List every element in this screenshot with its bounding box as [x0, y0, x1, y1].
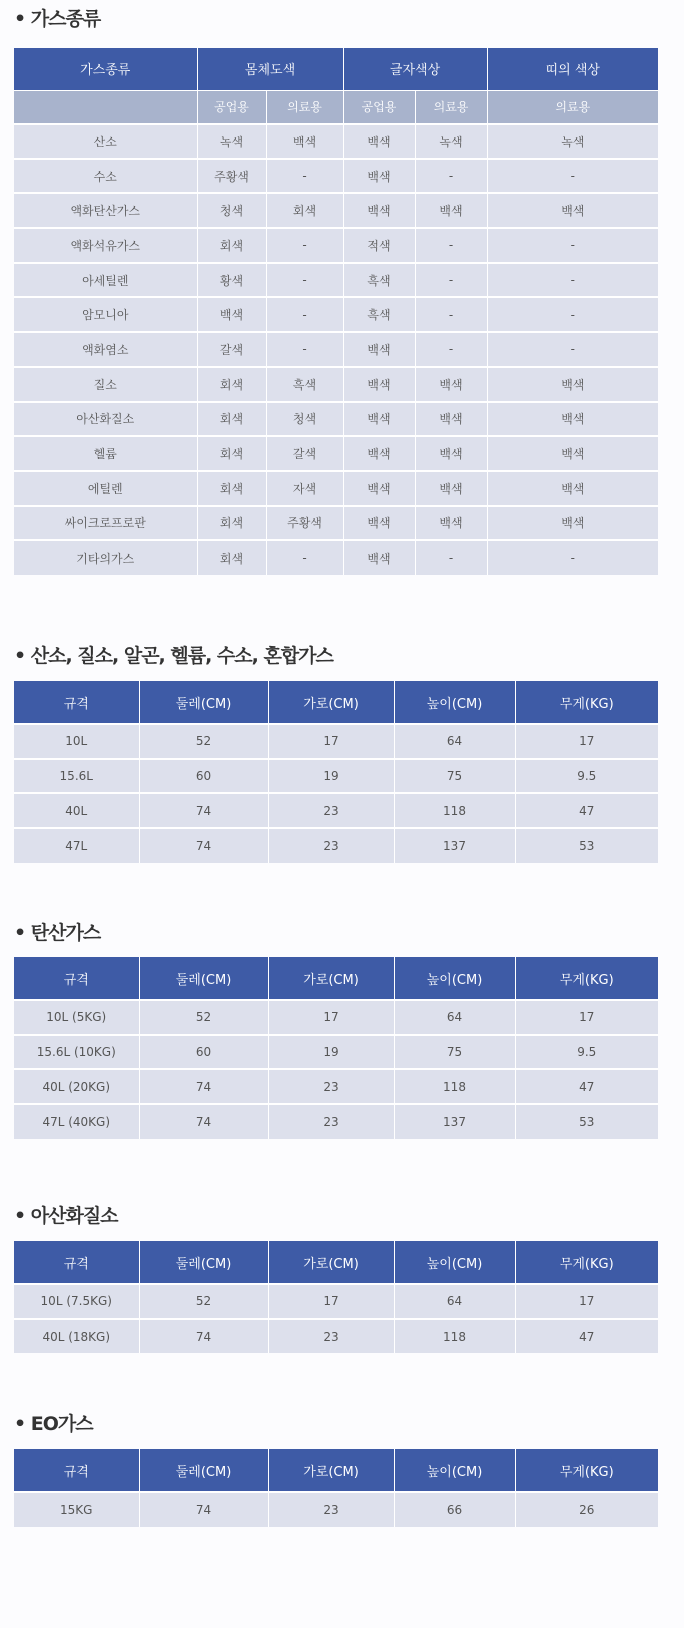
table-row: [14, 759, 658, 794]
column-header: 규격: [14, 957, 139, 1000]
column-header: 둘레(CM): [139, 681, 268, 724]
table-cell: 17: [268, 1284, 394, 1319]
table-cell: 74: [139, 1069, 268, 1104]
table-cell: -: [266, 159, 343, 194]
subheader-industrial: 공업용: [343, 90, 415, 124]
table-cell: 녹색: [197, 124, 266, 159]
table-cell: 23: [268, 1492, 394, 1527]
table-cell: 64: [394, 1284, 515, 1319]
table-cell: 회색: [266, 193, 343, 228]
table-row: [14, 332, 658, 367]
table-cell: 백색: [415, 471, 487, 506]
table-cell: 기타의가스: [14, 540, 197, 575]
table-row: [14, 471, 658, 506]
table-row: [14, 1104, 658, 1139]
table-cell: 백색: [487, 367, 658, 402]
table-row: [14, 828, 658, 863]
table-row: [14, 724, 658, 759]
table-cell: 아산화질소: [14, 402, 197, 437]
table-cell: 적색: [343, 228, 415, 263]
table-cell: 15.6L: [14, 759, 139, 794]
table-cell: -: [415, 228, 487, 263]
table-cell: 74: [139, 1319, 268, 1354]
table-header-row: [14, 1241, 658, 1284]
column-header: 무게(KG): [515, 957, 658, 1000]
table-cell: -: [266, 332, 343, 367]
table-cell: 17: [515, 1284, 658, 1319]
table-cell: 47L: [14, 828, 139, 863]
header-text-color: 글자색상: [343, 48, 487, 90]
table-cell: 17: [268, 1000, 394, 1035]
table-cell: 백색: [343, 506, 415, 541]
table-row: [14, 263, 658, 298]
table-cell: 황색: [197, 263, 266, 298]
column-header: 높이(CM): [394, 1241, 515, 1284]
table-cell: 75: [394, 1035, 515, 1070]
table-cell: 백색: [266, 124, 343, 159]
column-header: 높이(CM): [394, 1449, 515, 1492]
n2o-section: [14, 1203, 658, 1344]
table-row: [14, 402, 658, 437]
table-cell: 백색: [343, 124, 415, 159]
n2o-heading: • 아산화질소: [14, 1205, 118, 1227]
subheader-medical: 의료용: [266, 90, 343, 124]
table-cell: 백색: [487, 506, 658, 541]
table-cell: 아세틸렌: [14, 263, 197, 298]
table-cell: 74: [139, 1492, 268, 1527]
co2-heading: • 탄산가스: [14, 922, 101, 944]
table-cell: 137: [394, 1104, 515, 1139]
table-cell: 백색: [415, 436, 487, 471]
table-cell: 60: [139, 1035, 268, 1070]
table-cell: -: [487, 228, 658, 263]
table-row: [14, 1319, 658, 1354]
table-cell: 9.5: [515, 759, 658, 794]
table-cell: 40L: [14, 793, 139, 828]
table-cell: 17: [515, 724, 658, 759]
oxygen-heading: • 산소, 질소, 알곤, 헬륨, 수소, 혼합가스: [14, 645, 333, 667]
table-cell: 23: [268, 793, 394, 828]
table-row: [14, 436, 658, 471]
table-cell: 백색: [487, 471, 658, 506]
table-cell: 회색: [197, 402, 266, 437]
table-row: [14, 124, 658, 159]
column-header: 가로(CM): [268, 1241, 394, 1284]
table-row: [14, 506, 658, 541]
table-cell: -: [487, 332, 658, 367]
table-cell: 10L (7.5KG): [14, 1284, 139, 1319]
co2-section: [14, 920, 658, 1129]
table-cell: 백색: [343, 471, 415, 506]
table-cell: 녹색: [487, 124, 658, 159]
table-cell: 백색: [487, 193, 658, 228]
table-cell: 52: [139, 1000, 268, 1035]
table-cell: 23: [268, 828, 394, 863]
table-header-row: [14, 48, 658, 90]
table-cell: 암모니아: [14, 297, 197, 332]
table-cell: 회색: [197, 506, 266, 541]
table-cell: 액화염소: [14, 332, 197, 367]
table-cell: 녹색: [415, 124, 487, 159]
column-header: 규격: [14, 681, 139, 724]
table-cell: 백색: [197, 297, 266, 332]
subheader-medical: 의료용: [415, 90, 487, 124]
table-cell: 자색: [266, 471, 343, 506]
table-cell: 17: [268, 724, 394, 759]
table-cell: 싸이크로프로판: [14, 506, 197, 541]
table-cell: 백색: [487, 402, 658, 437]
table-cell: 액화탄산가스: [14, 193, 197, 228]
table-cell: 백색: [343, 159, 415, 194]
column-header: 가로(CM): [268, 957, 394, 1000]
table-cell: -: [487, 159, 658, 194]
table-cell: 흑색: [266, 367, 343, 402]
column-header: 높이(CM): [394, 957, 515, 1000]
oxygen-section: [14, 643, 658, 853]
gas-types-heading: • 가스종류: [14, 8, 101, 30]
table-row: [14, 159, 658, 194]
table-cell: 47L (40KG): [14, 1104, 139, 1139]
table-cell: 에틸렌: [14, 471, 197, 506]
header-gas: 가스종류: [14, 48, 197, 90]
table-cell: 백색: [343, 436, 415, 471]
subheader-medical: 의료용: [487, 90, 658, 124]
table-cell: 갈색: [266, 436, 343, 471]
table-row: [14, 540, 658, 575]
table-cell: 53: [515, 1104, 658, 1139]
table-cell: 26: [515, 1492, 658, 1527]
table-cell: 산소: [14, 124, 197, 159]
table-row: [14, 1000, 658, 1035]
table-cell: 60: [139, 759, 268, 794]
table-cell: 17: [515, 1000, 658, 1035]
table-cell: 회색: [197, 540, 266, 575]
table-cell: 갈색: [197, 332, 266, 367]
column-header: 둘레(CM): [139, 1449, 268, 1492]
table-cell: 118: [394, 793, 515, 828]
header-band-color: 띠의 색상: [487, 48, 658, 90]
table-cell: 백색: [415, 506, 487, 541]
table-cell: 53: [515, 828, 658, 863]
table-cell: 66: [394, 1492, 515, 1527]
table-cell: -: [266, 297, 343, 332]
table-cell: 백색: [343, 367, 415, 402]
table-cell: -: [415, 159, 487, 194]
table-cell: 74: [139, 828, 268, 863]
table-cell: 주황색: [266, 506, 343, 541]
table-cell: 백색: [415, 367, 487, 402]
table-row: [14, 793, 658, 828]
table-cell: -: [487, 540, 658, 575]
n2o-spec-table: [14, 1241, 658, 1353]
table-row: [14, 193, 658, 228]
table-cell: 19: [268, 1035, 394, 1070]
column-header: 무게(KG): [515, 1449, 658, 1492]
table-row: [14, 1035, 658, 1070]
table-cell: 백색: [487, 436, 658, 471]
table-cell: 118: [394, 1069, 515, 1104]
gas-types-body: [14, 124, 658, 575]
table-cell: 흑색: [343, 297, 415, 332]
table-cell: 회색: [197, 436, 266, 471]
subheader-industrial: 공업용: [197, 90, 266, 124]
table-cell: 23: [268, 1104, 394, 1139]
co2-spec-table: [14, 957, 658, 1139]
table-cell: 75: [394, 759, 515, 794]
table-cell: 백색: [343, 193, 415, 228]
table-cell: 청색: [266, 402, 343, 437]
table-cell: 52: [139, 724, 268, 759]
header-body-color: 몸체도색: [197, 48, 343, 90]
column-header: 무게(KG): [515, 1241, 658, 1284]
column-header: 규격: [14, 1241, 139, 1284]
column-header: 가로(CM): [268, 681, 394, 724]
table-cell: -: [487, 297, 658, 332]
table-cell: 10L (5KG): [14, 1000, 139, 1035]
table-row: [14, 1492, 658, 1527]
table-subheader-row: [14, 90, 658, 124]
table-cell: 백색: [343, 540, 415, 575]
table-cell: 백색: [343, 402, 415, 437]
table-cell: -: [415, 540, 487, 575]
table-row: [14, 297, 658, 332]
table-cell: 질소: [14, 367, 197, 402]
table-cell: 19: [268, 759, 394, 794]
table-cell: -: [266, 540, 343, 575]
table-row: [14, 1069, 658, 1104]
gas-types-table: [14, 48, 658, 575]
table-cell: 74: [139, 793, 268, 828]
table-header-row: [14, 957, 658, 1000]
column-header: 규격: [14, 1449, 139, 1492]
table-cell: 15.6L (10KG): [14, 1035, 139, 1070]
table-cell: 47: [515, 1319, 658, 1354]
eo-spec-table: [14, 1449, 658, 1527]
table-cell: 수소: [14, 159, 197, 194]
table-cell: 118: [394, 1319, 515, 1354]
column-header: 무게(KG): [515, 681, 658, 724]
table-cell: 64: [394, 1000, 515, 1035]
table-cell: -: [487, 263, 658, 298]
table-cell: 주황색: [197, 159, 266, 194]
table-cell: 회색: [197, 228, 266, 263]
table-cell: 9.5: [515, 1035, 658, 1070]
table-cell: 40L (18KG): [14, 1319, 139, 1354]
table-cell: 백색: [415, 402, 487, 437]
table-cell: 흑색: [343, 263, 415, 298]
table-header-row: [14, 681, 658, 724]
table-header-row: [14, 1449, 658, 1492]
table-cell: 52: [139, 1284, 268, 1319]
table-cell: -: [266, 228, 343, 263]
eo-section: [14, 1411, 658, 1517]
table-row: [14, 367, 658, 402]
table-cell: 15KG: [14, 1492, 139, 1527]
table-cell: 백색: [343, 332, 415, 367]
column-header: 가로(CM): [268, 1449, 394, 1492]
table-cell: 액화석유가스: [14, 228, 197, 263]
table-cell: 74: [139, 1104, 268, 1139]
table-cell: 회색: [197, 471, 266, 506]
table-cell: 백색: [415, 193, 487, 228]
table-cell: 10L: [14, 724, 139, 759]
table-cell: 23: [268, 1319, 394, 1354]
column-header: 높이(CM): [394, 681, 515, 724]
table-row: [14, 228, 658, 263]
table-cell: 47: [515, 793, 658, 828]
column-header: 둘레(CM): [139, 1241, 268, 1284]
gas-types-section: [14, 6, 658, 566]
table-cell: -: [415, 297, 487, 332]
table-cell: 137: [394, 828, 515, 863]
oxygen-spec-table: [14, 681, 658, 863]
table-row: [14, 1284, 658, 1319]
eo-heading: • EO가스: [14, 1413, 93, 1435]
table-cell: 회색: [197, 367, 266, 402]
table-cell: -: [415, 263, 487, 298]
table-cell: -: [415, 332, 487, 367]
table-cell: 47: [515, 1069, 658, 1104]
table-cell: 청색: [197, 193, 266, 228]
column-header: 둘레(CM): [139, 957, 268, 1000]
table-cell: -: [266, 263, 343, 298]
subheader-empty: [14, 90, 197, 124]
table-cell: 64: [394, 724, 515, 759]
table-cell: 40L (20KG): [14, 1069, 139, 1104]
table-cell: 23: [268, 1069, 394, 1104]
table-cell: 헬륨: [14, 436, 197, 471]
